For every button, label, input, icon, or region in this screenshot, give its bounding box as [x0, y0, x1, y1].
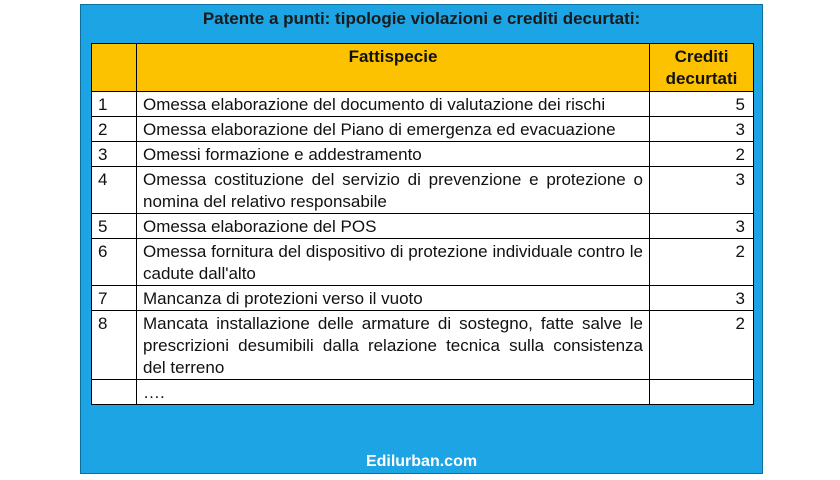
row-description: Omessa elaborazione del documento di valutazione dei rischi [137, 92, 650, 117]
table-row [92, 117, 754, 142]
row-number: 2 [92, 117, 137, 142]
row-credits: 3 [650, 286, 754, 311]
row-credits: 2 [650, 239, 754, 286]
row-number: 5 [92, 214, 137, 239]
page-title: Patente a punti: tipologie violazioni e crediti decurtati: [202, 9, 641, 28]
violations-table [91, 43, 754, 405]
row-credits: 5 [650, 92, 754, 117]
row-number: 3 [92, 142, 137, 167]
table-row [92, 380, 754, 405]
row-description: Mancanza di protezioni verso il vuoto [137, 286, 650, 311]
row-credits: 3 [650, 117, 754, 142]
row-description: Omessa costituzione del servizio di prevenzione e protezione o nomina del relativo responsabile [137, 167, 650, 214]
row-description: …. [137, 380, 650, 405]
row-credits: 3 [650, 214, 754, 239]
table-row [92, 311, 754, 380]
row-number: 8 [92, 311, 137, 380]
row-credits: 2 [650, 311, 754, 380]
table-row [92, 286, 754, 311]
document-frame [80, 4, 763, 474]
source-watermark: Edilurban.com [365, 453, 478, 470]
table-row [92, 142, 754, 167]
row-number: 4 [92, 167, 137, 214]
row-description: Omessa elaborazione del Piano di emergenza ed evacuazione [137, 117, 650, 142]
table-row [92, 239, 754, 286]
header-fattispecie: Fattispecie [137, 44, 650, 92]
row-credits: 3 [650, 167, 754, 214]
table-header-row [92, 44, 754, 92]
row-credits: 2 [650, 142, 754, 167]
row-number: 1 [92, 92, 137, 117]
table-row [92, 92, 754, 117]
row-description: Omessa elaborazione del POS [137, 214, 650, 239]
header-number [92, 44, 137, 92]
row-number: 6 [92, 239, 137, 286]
row-number: 7 [92, 286, 137, 311]
row-number [92, 380, 137, 405]
row-description: Omessi formazione e addestramento [137, 142, 650, 167]
table-row [92, 167, 754, 214]
header-crediti: Crediti decurtati [650, 44, 754, 92]
row-description: Mancata installazione delle armature di sostegno, fatte salve le prescrizioni desumibili dalla relazione tecnica sulla consistenza del terreno [137, 311, 650, 380]
row-credits [650, 380, 754, 405]
table-row [92, 214, 754, 239]
row-description: Omessa fornitura del dispositivo di protezione individuale contro le cadute dall'alto [137, 239, 650, 286]
